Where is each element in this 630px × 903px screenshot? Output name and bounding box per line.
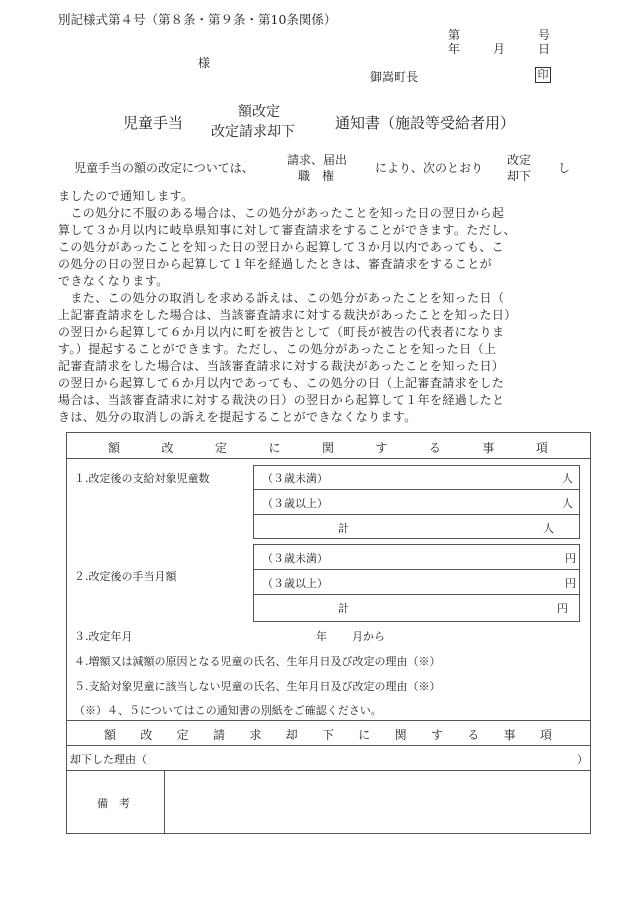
table-header-revision — [108, 439, 548, 456]
date-day: 日 — [538, 42, 551, 56]
header-char: 項 — [539, 728, 552, 742]
header-char: 定 — [214, 441, 227, 455]
divider — [66, 745, 591, 746]
header-char: 改 — [140, 728, 153, 742]
item1-label: １.改定後の支給対象児童数 — [74, 472, 210, 485]
divider — [253, 569, 580, 570]
body-line: ましたので通知します。 — [58, 189, 194, 203]
issuer-name: 御嵩町長 — [370, 70, 419, 84]
reason-close: ） — [577, 753, 588, 766]
intro-choice-revise: 改定 — [507, 153, 532, 167]
seal-mark: 印 — [535, 67, 551, 83]
header-char: る — [428, 441, 441, 455]
item2-total-unit: 円 — [557, 602, 568, 615]
body-line: きは、処分の取消しの訴えを提起することができなくなります。 — [58, 410, 417, 424]
item1-total-label: 計 — [338, 522, 349, 535]
item1-total-unit: 人 — [543, 522, 554, 535]
header-char: 事 — [503, 728, 516, 742]
header-char: に — [358, 728, 371, 742]
body-line: 算して３か月以内に岐阜県知事に対して審査請求をすることができます。ただし、 — [58, 223, 516, 237]
header-char: 額 — [104, 728, 117, 742]
body-line: できなくなります。 — [58, 274, 169, 288]
remarks-label: 備 考 — [97, 797, 130, 810]
body-line: この処分に不服のある場合は、この処分があったことを知った日の翌日から起 — [58, 206, 505, 220]
item2-label: ２.改定後の手当月額 — [74, 570, 177, 583]
title-option-revision: 額改定 — [238, 104, 280, 120]
table-header-rejection — [104, 726, 552, 743]
title-option-rejection: 改定請求却下 — [211, 124, 295, 140]
item1-over3-label: （３歳以上） — [262, 497, 328, 510]
intro-text-1: 児童手当の額の改定については、 — [74, 161, 254, 175]
body-line: また、この処分の取消しを求める訴えは、この処分があったことを知った日（ — [58, 291, 505, 305]
item1-under3-unit: 人 — [562, 472, 573, 485]
header-char: 改 — [161, 441, 174, 455]
body-line: この処分があったことを知った日の翌日から起算して３か月以内であっても、こ — [58, 240, 505, 254]
divider — [253, 514, 580, 515]
item2-over3-label: （３歳以上） — [262, 577, 328, 590]
number-prefix: 第 — [448, 28, 461, 42]
body-line: 場合は、当該審査請求に対する裁決の日）の翌日から起算して１年を経過したと — [58, 393, 505, 407]
divider — [253, 489, 580, 490]
divider — [66, 720, 591, 721]
item4-label: ４.増額又は減額の原因となる児童の氏名、生年月日及び改定の理由（※） — [74, 655, 441, 668]
header-char: 関 — [321, 441, 334, 455]
form-label: 別記様式第４号（第８条・第９条・第10条関係） — [58, 12, 337, 27]
intro-text-3: し — [558, 161, 571, 175]
body-line: の翌日から起算して６か月以内であっても、この処分の日（上記審査請求をした — [58, 376, 505, 390]
header-char: 却 — [285, 728, 298, 742]
note-text: （※）４、５についてはこの通知書の別紙をご確認ください。 — [74, 704, 382, 717]
item3-label: ３.改定年月 — [74, 630, 133, 643]
header-char: 求 — [249, 728, 262, 742]
item2-under3-unit: 円 — [565, 552, 576, 565]
body-line: 上記審査請求をした場合は、当該審査請求に対する裁決があったことを知った日） — [58, 308, 517, 322]
header-char: す — [430, 728, 443, 742]
item2-over3-unit: 円 — [565, 577, 576, 590]
body-line: す。）提起することができます。ただし、この処分があったことを知った日（上 — [58, 342, 497, 356]
header-char: 関 — [394, 728, 407, 742]
header-char: 定 — [176, 728, 189, 742]
reason-label: 却下した理由（ — [70, 753, 147, 766]
header-char: 事 — [482, 441, 495, 455]
body-line: の翌日から起算して６か月以内に町を被告として（町長が被告の代表者になりま — [58, 325, 505, 339]
remarks-field[interactable] — [170, 776, 584, 828]
date-year: 年 — [448, 42, 461, 56]
body-line: 記審査請求をした場合は、当該審査請求に対する裁決があったことを知った日） — [58, 359, 505, 373]
header-char: 下 — [321, 728, 334, 742]
header-char: 額 — [108, 441, 121, 455]
divider — [66, 458, 591, 459]
item2-total-label: 計 — [338, 602, 349, 615]
divider — [253, 594, 580, 595]
number-suffix: 号 — [538, 28, 551, 42]
divider — [164, 770, 165, 834]
item1-under3-label: （３歳未満） — [262, 472, 328, 485]
title-prefix: 児童手当 — [123, 114, 184, 132]
intro-choice-reject: 却下 — [507, 169, 532, 183]
divider — [66, 770, 591, 771]
title-suffix: 通知書（施設等受給者用） — [335, 114, 516, 132]
addressee-honorific: 様 — [198, 56, 211, 70]
date-month: 月 — [493, 42, 506, 56]
header-char: 項 — [535, 441, 548, 455]
intro-text-2: により、次のとおり — [375, 161, 484, 175]
header-char: に — [268, 441, 281, 455]
intro-choice-request: 請求、届出 — [287, 153, 348, 167]
intro-choice-authority: 職 権 — [298, 169, 335, 183]
item3-month-from: 月から — [352, 630, 385, 643]
item3-year: 年 — [316, 630, 327, 643]
item2-under3-label: （３歳未満） — [262, 552, 328, 565]
item5-label: ５.支給対象児童に該当しない児童の氏名、生年月日及び改定の理由（※） — [74, 680, 441, 693]
header-char: る — [467, 728, 480, 742]
item1-over3-unit: 人 — [562, 497, 573, 510]
body-line: の処分の日の翌日から起算して１年を経過したときは、審査請求をすることが — [58, 257, 493, 271]
header-char: 請 — [212, 728, 225, 742]
header-char: す — [375, 441, 388, 455]
